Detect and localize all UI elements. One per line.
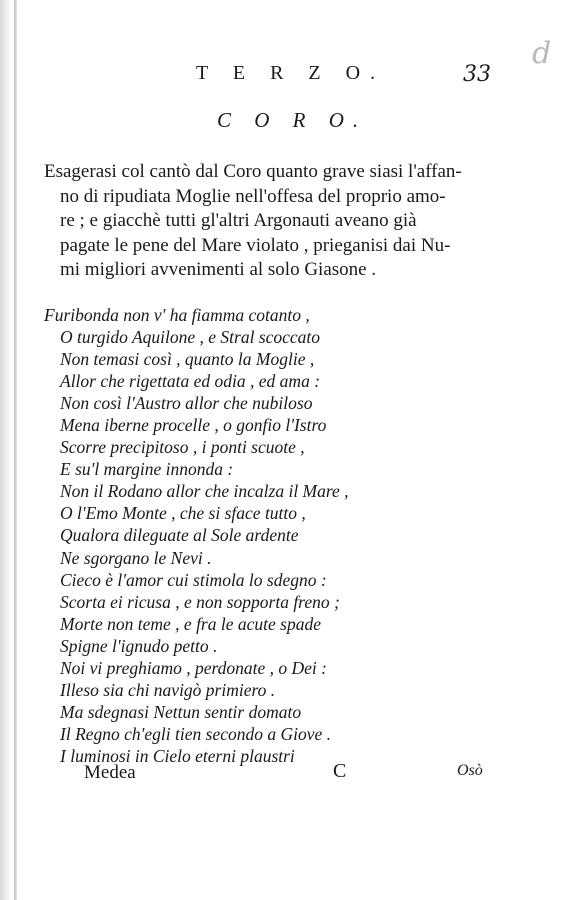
verse-line: Non temasi così , quanto la Moglie , [60,349,315,370]
verse-line: I luminosi in Cielo eterni plaustri [60,745,295,766]
argument-line: re ; e giacchè tutti gl'altri Argonauti aveano già [60,210,417,231]
argument-line: no di ripudiata Moglie nell'offesa del proprio amo- [60,185,446,207]
verse-line: Spigne l'ignudo petto . [60,635,218,656]
verse-line: Ma sdegnasi Nettun sentir domato [60,701,302,722]
argument-line: Esagerasi col cantò dal Coro quanto grave siasi l'affan- [44,161,462,182]
argument-paragraph [44,160,539,283]
running-head: T E R Z O. [196,62,386,84]
margin-mark: d [532,36,552,71]
binding-line [14,0,17,900]
verse-line: Qualora dileguate al Sole ardente [60,525,299,546]
footer-title: Medea [84,762,136,783]
verse-line: Morte non teme , e fra le acute spade [60,613,321,634]
verse-line: E su'l margine innonda : [60,459,234,480]
argument-line: mi migliori avvenimenti al solo Giasone . [60,259,377,280]
verse-line: Mena iberne procelle , o gonfio l'Istro [60,415,327,436]
verse-block [44,304,484,767]
verse-line: O turgido Aquilone , e Stral scoccato [60,327,321,348]
catchword: Osò [457,762,483,779]
verse-line: Non il Rodano allor che incalza il Mare , [60,481,349,502]
page-number: 33 [463,62,491,87]
verse-line: Ne sgorgano le Nevi . [60,547,212,568]
verse-line: Allor che rigettata ed odia , ed ama : [60,371,321,392]
verse-line: Non così l'Austro allor che nubiloso [60,393,313,414]
binding-shadow [0,0,12,900]
verse-line: Il Regno ch'egli tien secondo a Giove . [60,723,332,744]
section-title: C O R O. [217,108,368,132]
verse-line: Noi vi preghiamo , perdonate , o Dei : [60,657,327,678]
verse-line: Scorre precipitoso , i ponti scuote , [60,437,305,458]
argument-line: pagate le pene del Mare violato , prieganisi dai Nu- [60,234,451,256]
verse-line: Furibonda non v' ha fiamma cotanto , [44,305,310,325]
signature-mark: C [333,760,347,782]
verse-line: O l'Emo Monte , che si sface tutto , [60,503,306,524]
verse-line: Illeso sia chi navigò primiero . [60,679,276,700]
verse-line: Scorta ei ricusa , e non sopporta freno ; [60,591,340,612]
verse-line: Cieco è l'amor cui stimola lo sdegno : [60,569,327,590]
